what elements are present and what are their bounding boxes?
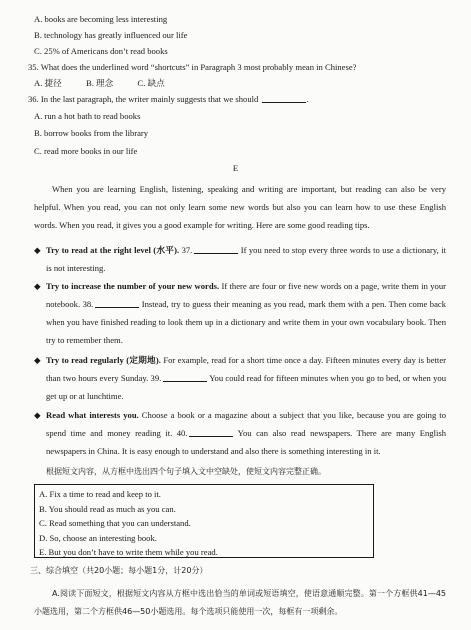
tip-40-heading: Read what interests you. bbox=[46, 410, 139, 420]
tip-40-text bbox=[46, 406, 446, 460]
tip-40-lead: Choose a book or a magazine about a subject that you like, because you are going to spend time and money reading it. bbox=[46, 410, 446, 438]
q34-option-a: A. books are becoming less interesting bbox=[34, 14, 168, 24]
blank-40 bbox=[189, 428, 233, 437]
tip-38 bbox=[34, 277, 446, 349]
section-3-heading: 三、综合填空（共20小题；每小题1分，计20分） bbox=[30, 566, 208, 575]
tip-39-lead: For example, read for a short time once a day. Fifteen minutes every day is better than two hours every Sunday. bbox=[46, 355, 446, 383]
diamond-bullet-icon: ◆ bbox=[34, 410, 41, 420]
q36-stem bbox=[28, 94, 309, 105]
section-e-letter: E bbox=[232, 163, 239, 173]
q36-blank bbox=[262, 94, 309, 104]
tip-39 bbox=[34, 351, 446, 405]
q36-stem-text: 36. In the last paragraph, the writer mainly suggests that we should bbox=[28, 94, 259, 104]
q34-option-b: B. technology has greatly influenced our life bbox=[34, 30, 188, 40]
tip-37-number: 37. bbox=[181, 245, 193, 255]
section-e-instruction: 根据短文内容，从方框中选出四个句子填入文中空缺处，使短文内容完整正确。 bbox=[46, 467, 326, 476]
diamond-bullet-icon: ◆ bbox=[34, 355, 41, 365]
diamond-bullet-icon: ◆ bbox=[34, 245, 41, 255]
q36-option-a: A. run a hot bath to read books bbox=[34, 111, 141, 121]
tip-38-text bbox=[46, 277, 446, 349]
section-3-instruction: A.阅读下面短文，根据短文内容从方框中选出恰当的单词或短语填空，使语意通顺完整。第一个方框供41—45小题选用，第二个方框供46—50小题选用。每个选项只能使用一次，每框有一项剩余。 bbox=[34, 589, 446, 616]
q35-options bbox=[34, 78, 165, 89]
tip-39-text bbox=[46, 351, 446, 405]
q35-option-a: A. 捷径 bbox=[34, 78, 62, 88]
tip-39-number: 39. bbox=[148, 373, 162, 383]
diamond-bullet-icon: ◆ bbox=[34, 281, 41, 291]
blank-37 bbox=[194, 245, 238, 254]
tip-40-number: 40. bbox=[172, 428, 188, 438]
tip-38-rest: Instead, try to guess their meaning as you read, mark them with a pen. Then come back when you have finished reading to look them up in a dictionary and write them in your own vocabulary book. Then try to remember them. bbox=[46, 299, 446, 345]
tip-37-rest: If you need to stop every three words to use a dictionary, it is not interesting. bbox=[46, 245, 446, 273]
tip-37-heading: Try to read at the right level (水平). bbox=[46, 245, 180, 255]
q35-option-b: B. 理念 bbox=[86, 78, 114, 88]
choice-c: C. Read something that you can understand. bbox=[39, 518, 191, 528]
tip-38-heading: Try to increase the number of your new words. bbox=[46, 281, 220, 291]
q34-option-c: C. 25% of Americans don’t read books bbox=[34, 46, 168, 56]
q36-option-b: B. borrow books from the library bbox=[34, 128, 149, 138]
q36-stem-end: . bbox=[306, 94, 309, 104]
tip-37 bbox=[34, 241, 446, 277]
choices-box bbox=[34, 484, 374, 558]
q35-option-c: C. 缺点 bbox=[137, 78, 165, 88]
tip-37-text bbox=[46, 241, 446, 277]
blank-38 bbox=[95, 299, 139, 308]
tip-39-heading: Try to read regularly (定期地). bbox=[46, 355, 161, 365]
tip-40 bbox=[34, 406, 446, 460]
choice-a: A. Fix a time to read and keep to it. bbox=[39, 489, 161, 499]
blank-39 bbox=[163, 373, 207, 382]
tip-38-lead: If there are four or five new words on a page, write them in your notebook. bbox=[46, 281, 446, 309]
q35-stem: 35. What does the underlined word “shortcuts” in Paragraph 3 most probably mean in Chinese? bbox=[28, 62, 357, 72]
choice-b: B. You should read as much as you can. bbox=[39, 503, 176, 514]
choice-e: E. But you don’t have to write them while you read. bbox=[39, 547, 218, 557]
section-e-intro: When you are learning English, listening, speaking and writing are important, but reading can also be very helpful. When you read, you can not only learn some new words but also you can learn how to use these English words. When you read, it gives you a good example for writing. Here are some good reading tips. bbox=[34, 184, 446, 230]
tip-40-rest: You can also read newspapers. There are many English newspapers in China. It is easy enough to understand and also there is something interesting in it. bbox=[46, 428, 446, 456]
tip-39-rest: You could read for fifteen minutes when you go to bed, or when you get up or at lunchtime. bbox=[46, 373, 446, 401]
choice-d: D. So, choose an interesting book. bbox=[39, 532, 157, 543]
tip-38-number: 38. bbox=[80, 299, 94, 309]
q36-option-c: C. read more books in our life bbox=[34, 146, 138, 156]
